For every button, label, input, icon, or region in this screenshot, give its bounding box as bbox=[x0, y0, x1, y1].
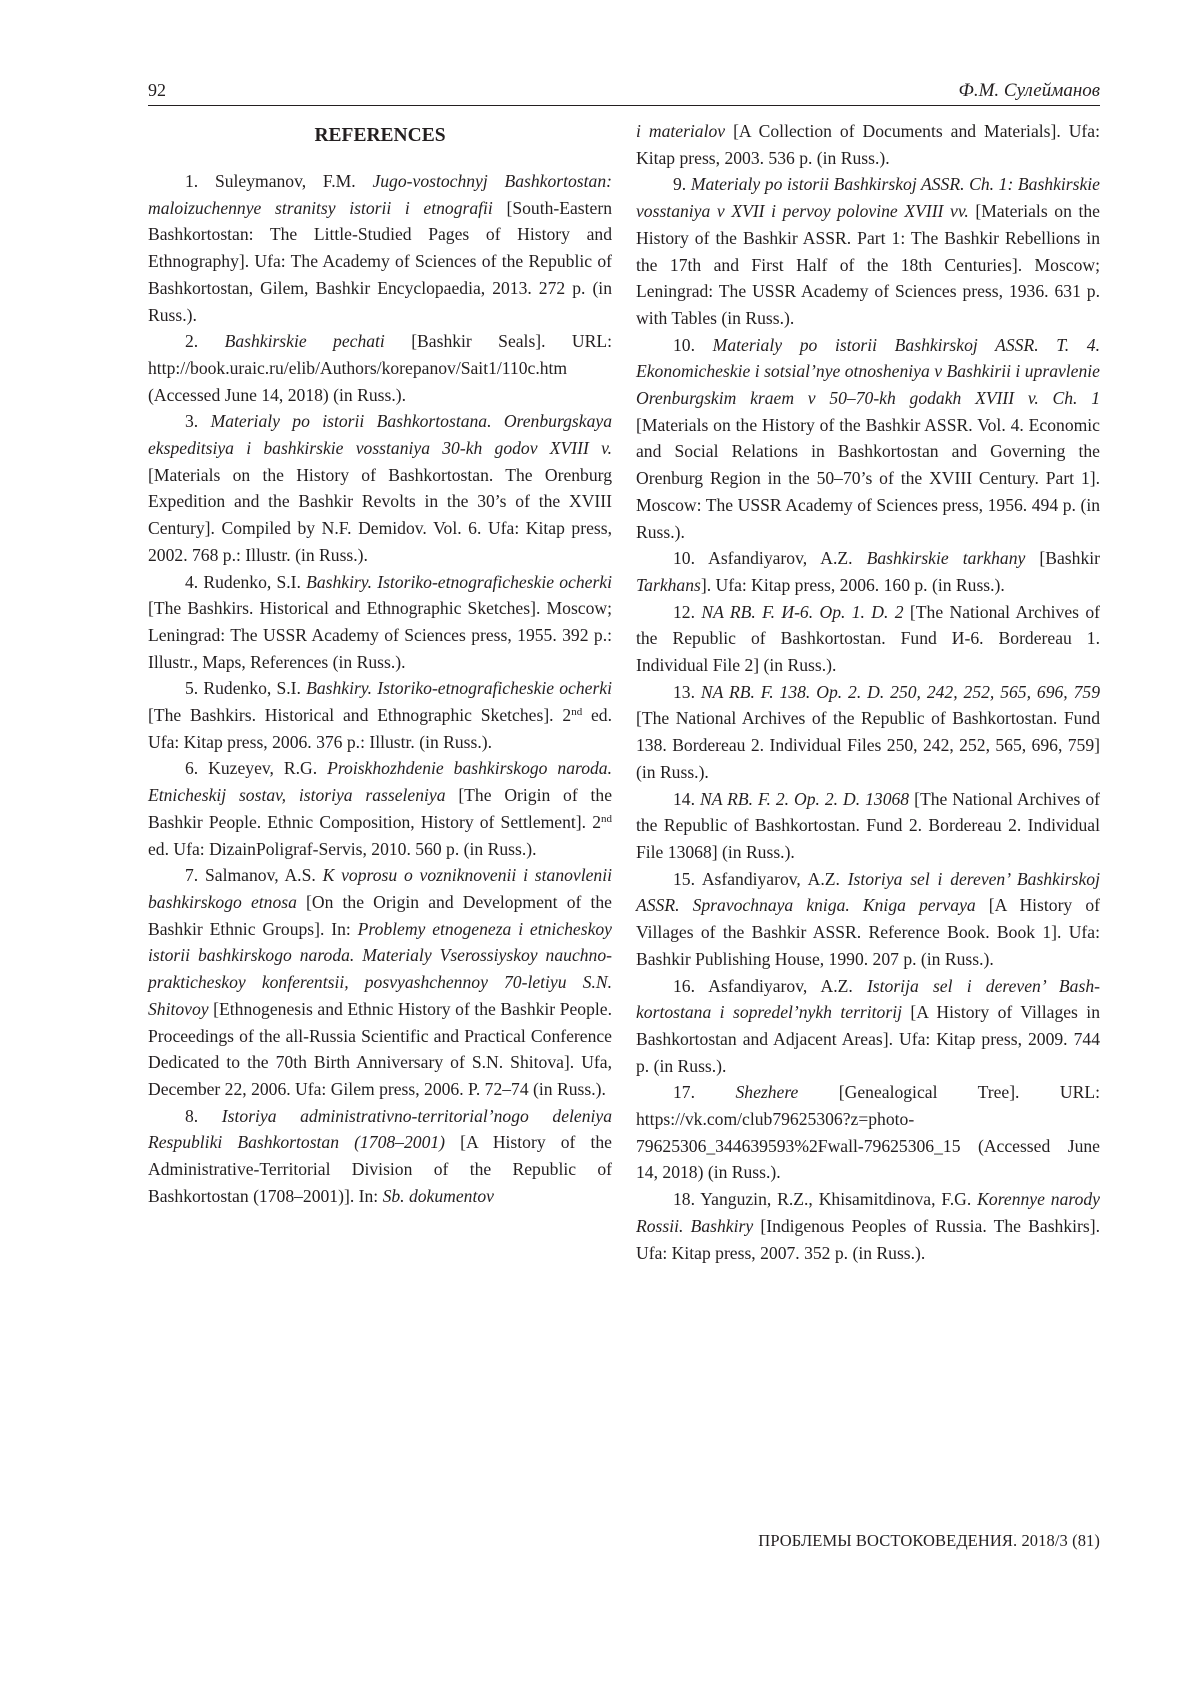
reference-item: 2. Bashkirskie pechati [Bashkir Seals]. URL: http://book.uraic.ru/elib/Authors/korepanov/Sait1/110c.htm (Accessed June 14, 2018) (in Russ.). bbox=[148, 331, 612, 405]
page-number: 92 bbox=[148, 80, 166, 100]
reference-item: 16. Asfandiyarov, A.Z. Istorija sel i dereven’ Bashkortostana i sopredel’nykh territorij [A History of Villages in Bashkortostan and Adjacent Areas]. Ufa: Kitap press, 2009. 744 p. (in Russ.). bbox=[636, 975, 1100, 1076]
reference-item: 7. Salmanov, A.S. K voprosu o vozniknovenii i stanovlenii bashkirskogo etnosa [On the Origin and Development of the Bashkir Ethnic Groups]. In: Problemy etnogeneza i etnicheskoy istorii bashkirskogo naroda. Materialy Vserossiyskoy nauchno-prakticheskoy konferentsii, posvyashchennoy 70-letiyu S.N. Shitovoy [Ethnogenesis and Ethnic History of the Bashkir People. Proceedings of the all-Russia Scientific and Practical Conference Dedicated to the 70th Birth Anniversary of S.N. Shitova]. Ufa, December 22, 2006. Ufa: Gilem press, 2006. P. 72–74 (in Russ.). bbox=[148, 865, 612, 1099]
journal-footer: ПРОБЛЕМЫ ВОСТОКОВЕДЕНИЯ. 2018/3 (81) bbox=[758, 1531, 1100, 1550]
reference-item: 10. Asfandiyarov, A.Z. Bashkirskie tarkhany [Bashkir Tarkhans]. Ufa: Kitap press, 2006. 160 p. (in Russ.). bbox=[636, 548, 1100, 595]
reference-item: 13. NA RB. F. 138. Op. 2. D. 250, 242, 252, 565, 696, 759 [The National Archives of the Republic of Bashkortostan. Fund 138. Bordereau 2. Individual Files 250, 242, 252, 565, 696, 759] (in Russ.). bbox=[636, 681, 1100, 782]
reference-item: 4. Rudenko, S.I. Bashkiry. Istoriko-etnograficheskie ocherki [The Bashkirs. Historical and Ethnographic Sketches]. Moscow; Leningrad: The USSR Academy of Sciences press, 1955. 392 p.: Illustr., Maps, References (in Russ.). bbox=[148, 571, 613, 672]
reference-item: 6. Kuzeyev, R.G. Proiskhozhdenie bashkirskogo naroda. Etnicheskij sostav, istoriya rasseleniya [The Origin of the Bashkir People. Ethnic Composition, History of Settlement]. 2nd ed. Ufa: DizainPoligraf-Servis, 2010. 560 p. (in Russ.). bbox=[148, 758, 613, 859]
reference-item: 14. NA RB. F. 2. Op. 2. D. 13068 [The National Archives of the Republic of Bashkortostan. Fund 2. Bordereau 2. Individual File 13068] (in Russ.). bbox=[636, 788, 1100, 862]
reference-item: 1. Suleymanov, F.M. Jugo-vostochnyj Bashkortostan: maloizuchennye stranitsy istorii i etnografii [South-Eastern Bashkortostan: The Little-Studied Pages of History and Ethnography]. Ufa: The Academy of Sciences of the Republic of Bashkortostan, Gilem, Bashkir Encyclopaedia, 2013. 272 p. (in Russ.). bbox=[148, 171, 613, 325]
reference-item: 8. Istoriya administrativno-territorial’nogo deleniya Respubliki Bashkortostan (1708–2001) [A History of the Administrative-Territorial Division of the Republic of Bashkortostan (1708–2001)]. In: Sb. dokumentov bbox=[148, 1105, 613, 1206]
reference-item: 15. Asfandiyarov, A.Z. Istoriya sel i dereven’ Bashkirskoj ASSR. Spravochnaya kniga. Kniga pervaya [A History of Villages of the Bashkir ASSR. Reference Book. Book 1]. Ufa: Bashkir Publishing House, 1990. 207 p. (in Russ.). bbox=[636, 868, 1100, 969]
reference-continuation: i materialov [A Collection of Documents and Materials]. Ufa: Kitap press, 2003. 536 p. (in Russ.). bbox=[636, 121, 1100, 168]
reference-item: 3. Materialy po istorii Bashkortostana. Orenburgskaya ekspeditsiya i bashkirskie vosstaniya 30-kh godov XVIII v. [Materials on the History of Bashkortostan. The Orenburg Expedition and the Bashkir Revolts in the 30’s of the XVIII Century]. Compiled by N.F. Demidov. Vol. 6. Ufa: Kitap press, 2002. 768 p.: Illustr. (in Russ.). bbox=[148, 411, 612, 565]
reference-item: 10. Materialy po istorii Bashkirskoj ASSR. T. 4. Ekonomicheskie i sotsial’nye otnosheniya v Bashkirii i upravlenie Orenburgskim kraem v 50–70-kh godakh XVIII v. Ch. 1 [Materials on the History of the Bashkir ASSR. Vol. 4. Economic and Social Relations in Bashkortostan and Governing the Orenburg Region in the 50–70’s of the XVIII Century. Part 1]. Moscow: The USSR Academy of Sciences press, 1956. 494 p. (in Russ.). bbox=[636, 334, 1100, 542]
reference-item: 17. Shezhere [Genealogical Tree]. URL: https://vk.com/club79625306?z=photo-79625306_344639593%2Fwall-79625306_15 (Accessed June 14, 2018) (in Russ.). bbox=[636, 1082, 1100, 1183]
reference-item: 9. Materialy po istorii Bashkirskoj ASSR. Ch. 1: Bashkirskie vosstaniya v XVII i pervoy polovine XVIII vv. [Materials on the History of the Bashkir ASSR. Part 1: The Bashkir Rebellions in the 17th and First Half of the 18th Centuries]. Moscow; Leningrad: The USSR Academy of Sciences press, 1936. 631 p. with Tables (in Russ.). bbox=[636, 174, 1100, 328]
right-column bbox=[636, 118, 1100, 1266]
reference-item: 18. Yanguzin, R.Z., Khisamitdinova, F.G. Korennye narody Rossii. Bashkiry [Indigenous Peoples of Russia. The Bashkirs]. Ufa: Kitap press, 2007. 352 p. (in Russ.). bbox=[636, 1189, 1100, 1263]
reference-item: 12. NA RB. F. И-6. Op. 1. D. 2 [The National Archives of the Republic of Bashkortostan. Fund И-6. Bordereau 1. Individual File 2] (in Russ.). bbox=[636, 601, 1100, 676]
header-rule bbox=[148, 105, 1100, 106]
reference-item: 5. Rudenko, S.I. Bashkiry. Istoriko-etnograficheskie ocherki [The Bashkirs. Historical and Ethnographic Sketches]. 2nd ed. Ufa: Kitap press, 2006. 376 p.: Illustr. (in Russ.). bbox=[148, 678, 613, 752]
references-heading: REFERENCES bbox=[314, 125, 446, 146]
running-author: Ф.М. Сулейманов bbox=[958, 80, 1100, 101]
left-column bbox=[148, 118, 612, 1209]
